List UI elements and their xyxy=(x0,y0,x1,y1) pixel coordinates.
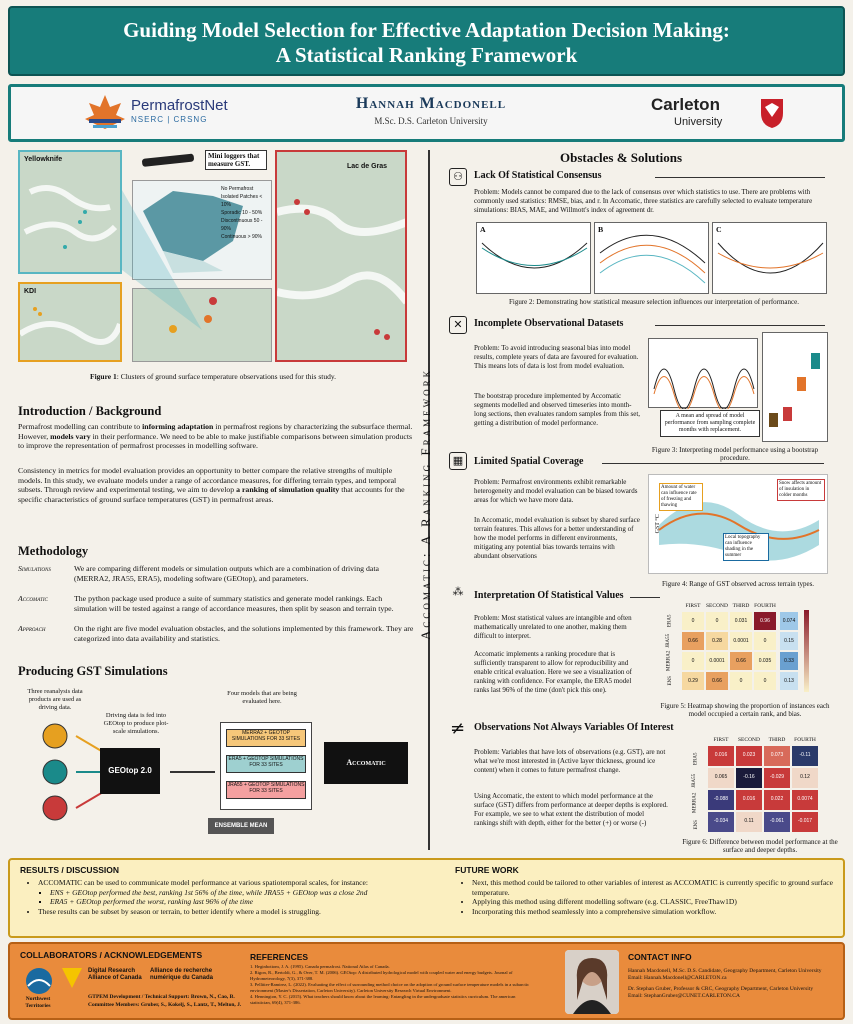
models-caption: Four models that are being evaluated here. xyxy=(227,690,297,705)
future-work-heading: FUTURE WORK xyxy=(455,865,519,875)
section-3-heading: Limited Spatial Coverage xyxy=(474,456,584,467)
references-heading: REFERENCES xyxy=(250,952,309,962)
method-text: The python package used produce a suite of summary statistics and generate model rankings. Each simulation will be tested against a range of accordance measures, then split by season and terrain type. xyxy=(74,594,394,613)
map-kdi xyxy=(18,282,122,362)
section-3-text-2: In Accomatic, model evaluation is subset by shared surface terrain features. This allows for a better understanding of how the model performs in different environments, mitigating any potential bias towards terrains with abundant observations xyxy=(474,516,640,560)
fig3-boxplot xyxy=(762,332,828,442)
alliance-name-fr: Alliance de recherche numérique du Canada xyxy=(150,968,214,981)
permafrostnet-logo: PermafrostNet xyxy=(131,97,228,114)
people-icon: ⚇ xyxy=(449,168,467,186)
future-item: • Incorporating this method seamlessly into a comprehensive simulation workflow. xyxy=(472,907,835,917)
legend-item: Sporadic 10 - 50% xyxy=(221,210,263,216)
method-term: Accomatic xyxy=(18,594,48,603)
references-list xyxy=(250,964,535,1006)
results-panel xyxy=(8,858,845,938)
section-divider xyxy=(655,325,825,326)
legend-item: Isolated Patches < 10% xyxy=(221,194,263,208)
contact-heading: CONTACT INFO xyxy=(628,952,692,962)
nwt-label: Northwest Territories xyxy=(25,996,51,1009)
carleton-shield-icon xyxy=(759,97,785,129)
section-2-text-2: The bootstrap procedure implemented by Accomatic segments modelled and observed timeseries into month-long sections, then evaluates random samples from this set, getting a distribution of model performance. xyxy=(474,392,641,427)
future-list xyxy=(460,878,835,916)
figure-6-caption: Figure 6: Difference between model performance at the surface and deeper depths. xyxy=(682,838,838,854)
section-4-text-1: Problem: Most statistical values are intangible and often mathematically unrelated to one another, making them difficult to interpret. xyxy=(474,614,632,640)
model-jra55: JRA55 + GEOTOP SIMULATIONS FOR 33 SITES xyxy=(226,781,306,799)
carleton-logo-sub: University xyxy=(674,116,723,128)
section-1-text: Problem: Models cannot be compared due to the lack of consensus over which statistics to use. There are problems with commonly used statistics: RMSE, bias, and r. In Accomatic, three statistics are carefully selected to evaluate temperature simulations: BIAS, MAE, and Willmott's index of agreement dr. xyxy=(474,188,813,214)
nserc-logo-text: NSERC | CRSNG xyxy=(131,115,208,124)
section-1-heading: Lack Of Statistical Consensus xyxy=(474,170,602,181)
method-term: Simulations xyxy=(18,564,51,573)
bootstrap-callout: A mean and spread of model performance from sampling complete months with replacement. xyxy=(660,410,760,437)
result-item: • These results can be subset by season or terrain, to better identify where a model is struggling. xyxy=(38,907,446,917)
method-text: We are comparing different models or simulation outputs which are a combination of driving data (MERRA2, JRA55, ERA5), modeling software (GEOtop), and parameters. xyxy=(74,564,379,583)
not-equal-icon: ≠ xyxy=(450,718,466,739)
alliance-name: Digital Research Alliance of Canada xyxy=(88,968,142,981)
footer-panel xyxy=(8,942,845,1020)
terrain-icon: ▦ xyxy=(449,452,467,470)
section-2-heading: Incomplete Observational Datasets xyxy=(474,318,624,329)
fig4-gst-range xyxy=(648,474,828,574)
vertical-framework-label: Accomatic: A Ranking Framework xyxy=(418,367,433,640)
close-box-icon: ✕ xyxy=(449,316,467,334)
geotop-box: GEOtop 2.0 xyxy=(100,748,160,794)
section-divider xyxy=(602,463,824,464)
carleton-logo: Carleton xyxy=(651,95,720,114)
section-2-text-1: Problem: To avoid introducing seasonal bias into model results, complete years of data are favoured for evaluation. This means lots of data is lost from model evaluation. xyxy=(474,344,639,370)
fig2-panel-a: A xyxy=(476,222,591,294)
section-4-heading: Interpretation Of Statistical Values xyxy=(474,590,624,601)
fig5-heatmap: FIRST SECOND THIRD FOURTH ERA5 JRA55 MERRA2 ENS 0 0 0.031 0.96 0.66 0.28 0.0001 0 0 0.0001 0.66 0.035 0.29 0.66 0 0 0.074 0.15 0.33 0.13 xyxy=(660,602,830,698)
figure-1-caption: Figure 1: Clusters of ground surface temperature observations used for this study. xyxy=(90,372,336,381)
title-line-2: A Statistical Ranking Framework xyxy=(275,43,578,67)
fig6-heatmap: FIRST SECOND THIRD FOURTH ERA5 JRA55 MERRA2 ENS 0.016 0.023 0.073 -0.11 0.065 -0.16 -0.029 0.12 -0.088 0.016 0.022 0.0074 -0.034 0.11 -0.061 -0.017 xyxy=(686,736,836,832)
author-affiliation: M.Sc. D.S. Carleton University xyxy=(374,116,488,126)
method-text: On the right are five model evaluation obstacles, and the solutions implemented by this framework. They are categorized into data availability and statistics. xyxy=(74,624,414,643)
section-4-text-2: Accomatic implements a ranking procedure that is sufficiently transparent to allow for reproducibility and enable critical evaluation. Here we see a visualization of ranking with confidence. For example, the ERA5 model ranks last 96% of the time (don't pick this one). xyxy=(474,650,633,694)
gst-heading: Producing GST Simulations xyxy=(18,664,168,678)
figure-4-caption: Figure 4: Range of GST observed across terrain types. xyxy=(661,580,815,588)
method-term: Approach xyxy=(18,624,46,633)
model-merra2: MERRA2 + GEOTOP SIMULATIONS FOR 33 SITES xyxy=(226,729,306,747)
result-sub-item: ▪ ENS + GEOtop performed the best, ranking 1st 56% of the time, while JRA55 + GEOtop was a close 2nd xyxy=(50,888,446,898)
legend-item: Discontinuous 50 - 90% xyxy=(221,218,263,232)
author-name: Hannah Macdonell xyxy=(355,95,507,112)
map-label-yellowknife: Yellowknife xyxy=(24,156,63,163)
models-box xyxy=(220,722,312,810)
reference-item: 2. Rigon, R., Bertoldi, G., & Over, T. M. (2006). GEOtop: A distributed hydrological model with coupled water and energy budgets. Journal of Hydrometeorology, 7(3), 371-388. xyxy=(250,970,513,981)
fig4-ylabel: GST °C xyxy=(654,514,661,534)
reference-item: 1. Heginbottom, J. A. (1995). Canada permafrost. National Atlas of Canada. xyxy=(250,964,390,969)
avatar xyxy=(565,950,619,1014)
maple-leaf-icon xyxy=(83,93,127,133)
intro-paragraph-2: Consistency in metrics for model evaluation provides an opportunity to better compare the relative strengths of multiple models. In this study, we evaluate models under a range of accordance measures, for differing terrain types, and temporal subsets. Through review and experimental testing, we aim to develop a ranking of simulation quality that accounts for the specific characteristics of ground surface temperatures (GST) in permafrost areas. xyxy=(18,466,405,504)
fig2-panel-c: C xyxy=(712,222,827,294)
ensemble-mean-box: ENSEMBLE MEAN xyxy=(208,818,274,834)
callout-snow: Snow affects amount of insulation in colder months xyxy=(777,479,825,501)
section-divider xyxy=(655,177,825,178)
future-item: • Next, this method could be tailored to other variables of interest as ACCOMATIC is currently specific to ground surface temperature. xyxy=(472,878,835,897)
obstacles-heading: Obstacles & Solutions xyxy=(560,150,683,165)
section-divider xyxy=(630,597,660,598)
contact-line: Hannah Macdonell, M.Sc. D.S. Candidate, Geography Department, Carleton University xyxy=(628,968,822,974)
accomatic-box: Accomatic xyxy=(324,742,408,784)
title-banner xyxy=(8,6,845,76)
reanalysis-caption: Three reanalysis data products are used as driving data. xyxy=(27,688,83,711)
intro-paragraph-1: Permafrost modelling can contribute to informing adaptation in permafrost regions by characterizing the subsurface thermal. However, models vary in their performance. We need to be able to make justifiable comparisons between simulation products to improve the representation of permafrost processes in modelling software. xyxy=(18,422,413,451)
collaborators-heading: COLLABORATORS / ACKNOWLEDGEMENTS xyxy=(20,950,203,960)
future-item: • Applying this method using different modelling software (e.g. CLASSIC, FreeThaw1D) xyxy=(472,897,835,907)
callout-water: Amount of water can influence rate of freezing and thawing xyxy=(659,483,703,511)
fig2-panel-b: B xyxy=(594,222,709,294)
legend-item: Continuous > 90% xyxy=(221,234,263,240)
map-label-lac-de-gras: Lac de Gras xyxy=(347,163,388,170)
legend-item: No Permafrost xyxy=(221,186,254,192)
support-credit: GTPEM Development / Technical Support: Brown, N., Cao, B. xyxy=(88,994,235,1000)
contact-email[interactable]: Email: Hannah.Macdonell@CARLETON.ca xyxy=(628,975,727,981)
methods-heading: Methodology xyxy=(18,544,89,558)
contact-line: Dr. Stephan Gruber, Professor & CRC, Geography Department, Carleton University xyxy=(628,986,814,992)
map-connector-lines xyxy=(122,150,277,362)
result-item: • ACCOMATIC can be used to communicate model performance at various spatiotemporal scales, for instance: xyxy=(38,878,446,888)
results-list xyxy=(26,878,446,916)
figure-3-caption: Figure 3: Interpreting model performance using a bootstrap procedure. xyxy=(651,446,819,462)
author-header xyxy=(8,84,845,142)
contact-lines xyxy=(628,968,843,1000)
section-5-heading: Observations Not Always Variables Of Interest xyxy=(474,722,674,733)
dots-icon: ⁂ xyxy=(452,585,464,598)
callout-topography: Local topography can influence shading in the summer xyxy=(723,533,769,561)
title-line-1: Guiding Model Selection for Effective Adaptation Decision Making: xyxy=(123,18,730,42)
contact-email[interactable]: Email: StephanGruber@CUNET.CARLETON.CA xyxy=(628,993,740,999)
map-label-kdi: KDI xyxy=(24,288,37,295)
model-era5: ERA5 + GEOTOP SIMULATIONS FOR 33 SITES xyxy=(226,755,306,773)
alliance-logo-icon xyxy=(60,966,84,990)
driving-caption: Driving data is fed into GEOtop to produce plot-scale simulations. xyxy=(103,712,169,735)
result-sub-item: ▪ ERA5 + GEOtop performed the worst, ranking last 96% of the time xyxy=(50,897,446,907)
fig3-timeseries xyxy=(648,338,758,408)
reference-item: 4. Hennington, Y. C. (2015). What teachers should know about the learning: Entangling in the undergraduate statistics curriculum. The american statistician, 69(4), 371-386. xyxy=(250,994,516,1005)
reference-item: 3. Pellitier-Ramirez, L. (2022). Evaluating the effect of surrounding method choice on the adoption of ground surface temperature models in a subarctic environment (Master's Dissertation, Carleton University). Carleton University Research Virtual Environment. xyxy=(250,982,530,993)
results-heading: RESULTS / DISCUSSION xyxy=(20,865,120,875)
intro-heading: Introduction / Background xyxy=(18,404,162,418)
section-5-text-1: Problem: Variables that have lots of observations (e.g. GST), are not what we're most interested in (Active layer thickness, ground ice content) when it comes to future permafrost change. xyxy=(474,748,666,774)
section-3-text-1: Problem: Permafrost environments exhibit remarkable heterogeneity and model evaluation can be biased towards areas for which we have more data. xyxy=(474,478,638,504)
figure-5-caption: Figure 5: Heatmap showing the proportion of instances each model occupied a certain rank, and bias. xyxy=(660,702,830,718)
minilogger-caption: Mini loggers that measure GST. xyxy=(205,150,267,170)
section-5-text-2: Using Accomatic, the extent to which model performance at the surface (GST) differs from performance at deeper depths is explored. For example, we see to what extent the distribution of model rankings shift with depth, either for the better (+) or worse (-) xyxy=(474,792,668,827)
nwt-logo-icon xyxy=(24,966,54,996)
figure-2-caption: Figure 2: Demonstrating how statistical measure selection influences our interpretation of performance. xyxy=(508,298,800,306)
map-yellowknife xyxy=(18,150,122,274)
colorbar xyxy=(804,610,809,692)
map-lac-de-gras xyxy=(275,150,407,362)
committee-credit: Committee Members: Gruber, S., Kokelj, S., Lantz, T., Melton, J. xyxy=(88,1002,242,1008)
